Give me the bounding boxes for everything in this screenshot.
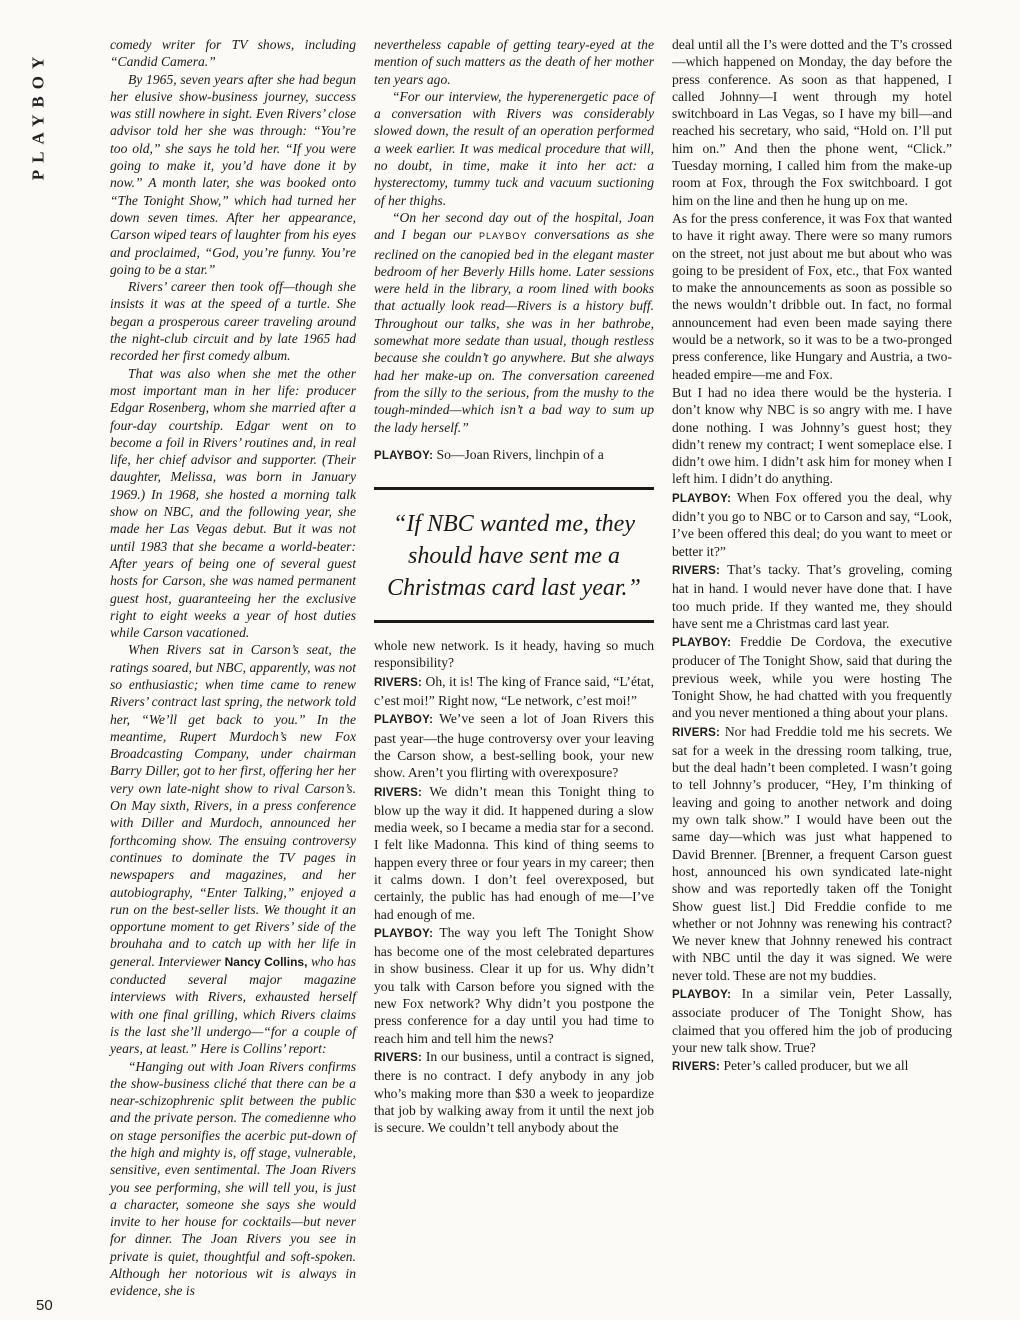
question [374, 446, 654, 465]
qa-paragraph [672, 985, 952, 1056]
intro-paragraph: “Hanging out with Joan Rivers confirms the show-business cliché that there can be a near-schizophrenic split between the public and the private person. The comedienne who on stage personifies the acerbic put-down of the high and mighty is, off stage, vulnerable, sensitive, even sentimental. The Joan Rivers you see performing, she will tell you, is just a character, someone she says she would invite to her house for cocktails—but never for dinner. The Joan Rivers you see in private is quiet, thoughtful and soft-spoken. Although her notorious wit is always in evidence, she is [110, 1058, 356, 1299]
qa-text: The way you left The Tonight Show has become one of the most celebrated departures in show business. Clear it up for us. Why didn’t you talk with Carson before you signed with the new Fox network? Why didn’t you postpone the press conference for a day until you had time to reach him and tell him the news? [374, 924, 654, 1046]
page-number: 50 [36, 1297, 53, 1314]
qa-list [672, 36, 952, 1077]
qa-text: We’ve seen a lot of Joan Rivers this past year—the huge controversy over your leaving the Carson show, a best-selling book, your new show. Aren’t you flirting with overexposure? [374, 711, 654, 781]
speaker-label: RIVERS: [374, 1051, 423, 1064]
qa-text: That’s tacky. That’s groveling, coming hat in hand. I would never have done that. I have too much pride. If they wanted me, they should have sent me a Christmas card last year. [672, 561, 953, 631]
intro-paragraph: nevertheless capable of getting teary-eyed at the mention of such matters as the death of her mother ten years ago. [374, 37, 654, 87]
speaker-label: RIVERS: [672, 564, 721, 577]
qa-paragraph [672, 723, 952, 984]
intro-paragraph: “For our interview, the hyperenergetic pace of a conversation with Rivers was considerably slowed down, the result of an operation performed a week earlier. It was medical procedure that will, no doubt, in time, make it into her act: a hysterectomy, tummy tuck and vacuum suctioning of her thighs. [374, 88, 654, 208]
qa-text: Freddie De Cordova, the executive producer of The Tonight Show, said that during the previous week, while you were hosting The Tonight Show, he had chatted with you frequently and you never mentioned a thing about your plans. [672, 634, 952, 721]
speaker-label: RIVERS: [374, 676, 423, 689]
column-2 [374, 36, 654, 1136]
intro-continued [374, 36, 654, 436]
qa-paragraph [374, 673, 654, 710]
speaker-label: PLAYBOY: [672, 637, 732, 650]
qa-text: Peter’s called producer, but we all [723, 1058, 909, 1074]
magazine-title [18, 40, 58, 190]
speaker-label: PLAYBOY: [672, 989, 732, 1002]
qa-start [374, 446, 654, 465]
qa-list [374, 637, 654, 1136]
pull-quote-text: “If NBC wanted me, they should have sent me a Christmas card last year.” [387, 511, 641, 602]
speaker-label: RIVERS: [672, 726, 721, 739]
intro-paragraph: By 1965, seven years after she had begun her elusive show-business journey, success was still nowhere in sight. Even Rivers’ close advisor told her she was through: “You’re too old,” she says he told her. “If you were going to make it, you’d have done it by now.” A month later, she was booked onto “The Tonight Show,” which had turned her down seven times. After her appearance, Carson wiped tears of laughter from his eyes and proclaimed, “God, you’re funny. You’re going to be a star.” [110, 71, 356, 277]
qa-text: In our business, until a contract is signed, there is no contract. I defy anybody in any job who’s making more than $30 a week to jeopardize that job by walking away from it until the next job is secure. We couldn’t tell anybody about the [374, 1048, 654, 1136]
intro-text: who has conducted several major magazine interviews with Rivers, exhausted herself with one final grilling, which Rivers claims is the last she’ll undergo—“for a couple of years, at least.” Here is Collins’ report: [110, 953, 357, 1057]
playboy-smallcaps: PLAYBOY [478, 231, 528, 242]
qa-text: As for the press conference, it was Fox that wanted to have it right away. There were so many rumors on the street, not just about me but about who was going to be president of Fox, etc., that Fox wanted to make the announcements as soon as possible so the news wouldn’t dribble out. In fact, no formal announcement had even been made saying there would be a network, so it was to be a two-pronged press conference, like Hungary and Austria, a two-headed empire—me and Fox. [672, 210, 952, 382]
speaker-label: PLAYBOY: [672, 492, 732, 505]
speaker-label: PLAYBOY: [374, 714, 434, 727]
intro-paragraph [374, 209, 654, 436]
qa-text: We didn’t mean this Tonight thing to blow up the way it did. It happened during a slow media week, so I became a media star for a second. I felt like Madonna. This kind of thing seems to happen every three or four years in my career; then it calms down. I don’t feel overexposed, but certainly, the public has had enough of me—I’ve had enough of me. [374, 783, 654, 922]
qa-paragraph [374, 1048, 654, 1136]
qa-paragraph [374, 924, 654, 1047]
intro-paragraph: Rivers’ career then took off—though she insists it was at the speed of a turtle. She began a prosperous career traveling around the night-club circuit and by late 1965 had recorded her first comedy album. [110, 279, 356, 364]
qa-paragraph [374, 637, 654, 672]
qa-text: In a similar vein, Peter Lassally, associate producer of The Tonight Show, has claimed that you offered him the job of producing your new talk show. True? [672, 986, 953, 1055]
qa-paragraph [672, 489, 952, 560]
qa-text: Nor had Freddie told me his secrets. We sat for a week in the dressing room talking, true, but the deal hadn’t been completed. I wasn’t going to tell Johnny’s producer, “Hey, I’m thinking of leaving and going to another network and doing my own talk show.” I would have been out the same day—which was just what happened to David Brenner. [Brenner, a frequent Carson guest host, announced his own syndicated late-night show and was reportedly taken off the Tonight Show guest list.] Did Freddie confide to me whether or not Johnny was renewing his contract? We never knew that Johnny renewed his contract with NBC until the day it was signed. We were never told. These are not my buddies. [672, 723, 952, 983]
intro-paragraph: That was also when she met the other most important man in her life: producer Edgar Rosenberg, whom she married after a four-day courtship. Edgar went on to become a foil in Rivers’ routines and, in real life, her chief advisor and supporter. (Their daughter, Melissa, was born in January 1969.) In 1968, she hosted a morning talk show on NBC, and the following year, she made her Las Vegas debut. But it was not until 1983 that she became a world-beater: After years of being one of several guest hosts for Carson, she was named permanent guest host, guaranteeing her the exclusive right to eight weeks a year of host duties while Carson vacationed. [110, 365, 356, 641]
intro-paragraph: comedy writer for TV shows, including “Candid Camera.” [110, 37, 356, 70]
intro-text: “On her second day out of the hospital, Joan and I began our [374, 209, 654, 243]
qa-paragraph [672, 561, 952, 632]
column-3 [672, 36, 952, 1077]
qa-paragraph [672, 633, 952, 721]
qa-paragraph [672, 210, 952, 383]
qa-text: deal until all the I’s were dotted and the T’s crossed—which happened on Monday, the day before the press conference. As soon as that happened, I called Johnny—I went through my hotel switchboard in Las Vegas, so I have my bill—and reached his secretary, who said, “Hold on. I’ll put him on.” And then the phone went, “Click.” Tuesday morning, I called him from the make-up room at Fox, through the Fox switchboard. I got him on the line and then he hung up on me. [672, 37, 952, 208]
interviewer-name: Nancy Collins, [224, 954, 308, 969]
qa-text: But I had no idea there would be the hysteria. I don’t know why NBC is so angry with me. I have done nothing. I was Johnny’s guest host; they didn’t renew my contract; I went someplace else. I didn’t owe him. I didn’t ask him for money when I left him. I didn’t do anything. [672, 384, 952, 487]
magazine-title-text: PLAYBOY [28, 49, 47, 181]
speaker-label: RIVERS: [672, 1061, 721, 1074]
intro-text: When Rivers sat in Carson’s seat, the ratings soared, but NBC, apparently, was not so enthusiastic; when time came to renew Rivers’ contract last spring, the network told her, “We’ll get back to you.” In the meantime, Rupert Murdoch’s new Fox Broadcasting Company, under chairman Barry Diller, got to her first, offering her her very own late-night show to rival Carson’s. On May sixth, Rivers, in a press conference with Diller and Murdoch, announced her forthcoming show. The ensuing controversy continues to dominate the TV pages in newspapers and magazines, and her autobiography, “Enter Talking,” enjoyed a run on the best-seller lists. We thought it an opportune moment to get Rivers’ side of the brouhaha and to catch up with her life in general. Interviewer [110, 642, 356, 969]
intro-paragraph [110, 641, 356, 1057]
column-1 [110, 36, 356, 1300]
speaker-label: PLAYBOY: [374, 449, 434, 462]
qa-paragraph [374, 783, 654, 923]
question-text: So—Joan Rivers, linchpin of a [436, 446, 604, 462]
speaker-label: PLAYBOY: [374, 927, 434, 940]
intro-text: conversations as she reclined on the canopied bed in the elegant master bedroom of her Beverly Hills home. Later sessions were held in the library, a room lined with books that actually look read—Rivers is a history buff. Throughout our talks, she was in her bathrobe, somewhat more sedate than usual, though restless because she couldn’t go anywhere. But she always had her make-up on. The conversation careened from the silly to the serious, from the mushy to the tough-minded—which isn’t a bad way to sum up the lady herself.” [374, 227, 654, 435]
speaker-label: RIVERS: [374, 786, 423, 799]
qa-paragraph [672, 1057, 952, 1076]
qa-text: Oh, it is! The king of France said, “L’état, c’est moi!” Right now, “Le network, c’est moi!” [374, 673, 654, 709]
qa-paragraph [672, 36, 952, 209]
qa-paragraph [374, 710, 654, 781]
qa-text: When Fox offered you the deal, why didn’t you go to NBC or to Carson and say, “Look, I’ve been offered this deal; do you want to meet or better it?” [672, 489, 952, 559]
pull-quote [374, 487, 654, 623]
qa-text: whole new network. Is it heady, having so much responsibility? [374, 638, 654, 671]
qa-paragraph [672, 384, 952, 488]
